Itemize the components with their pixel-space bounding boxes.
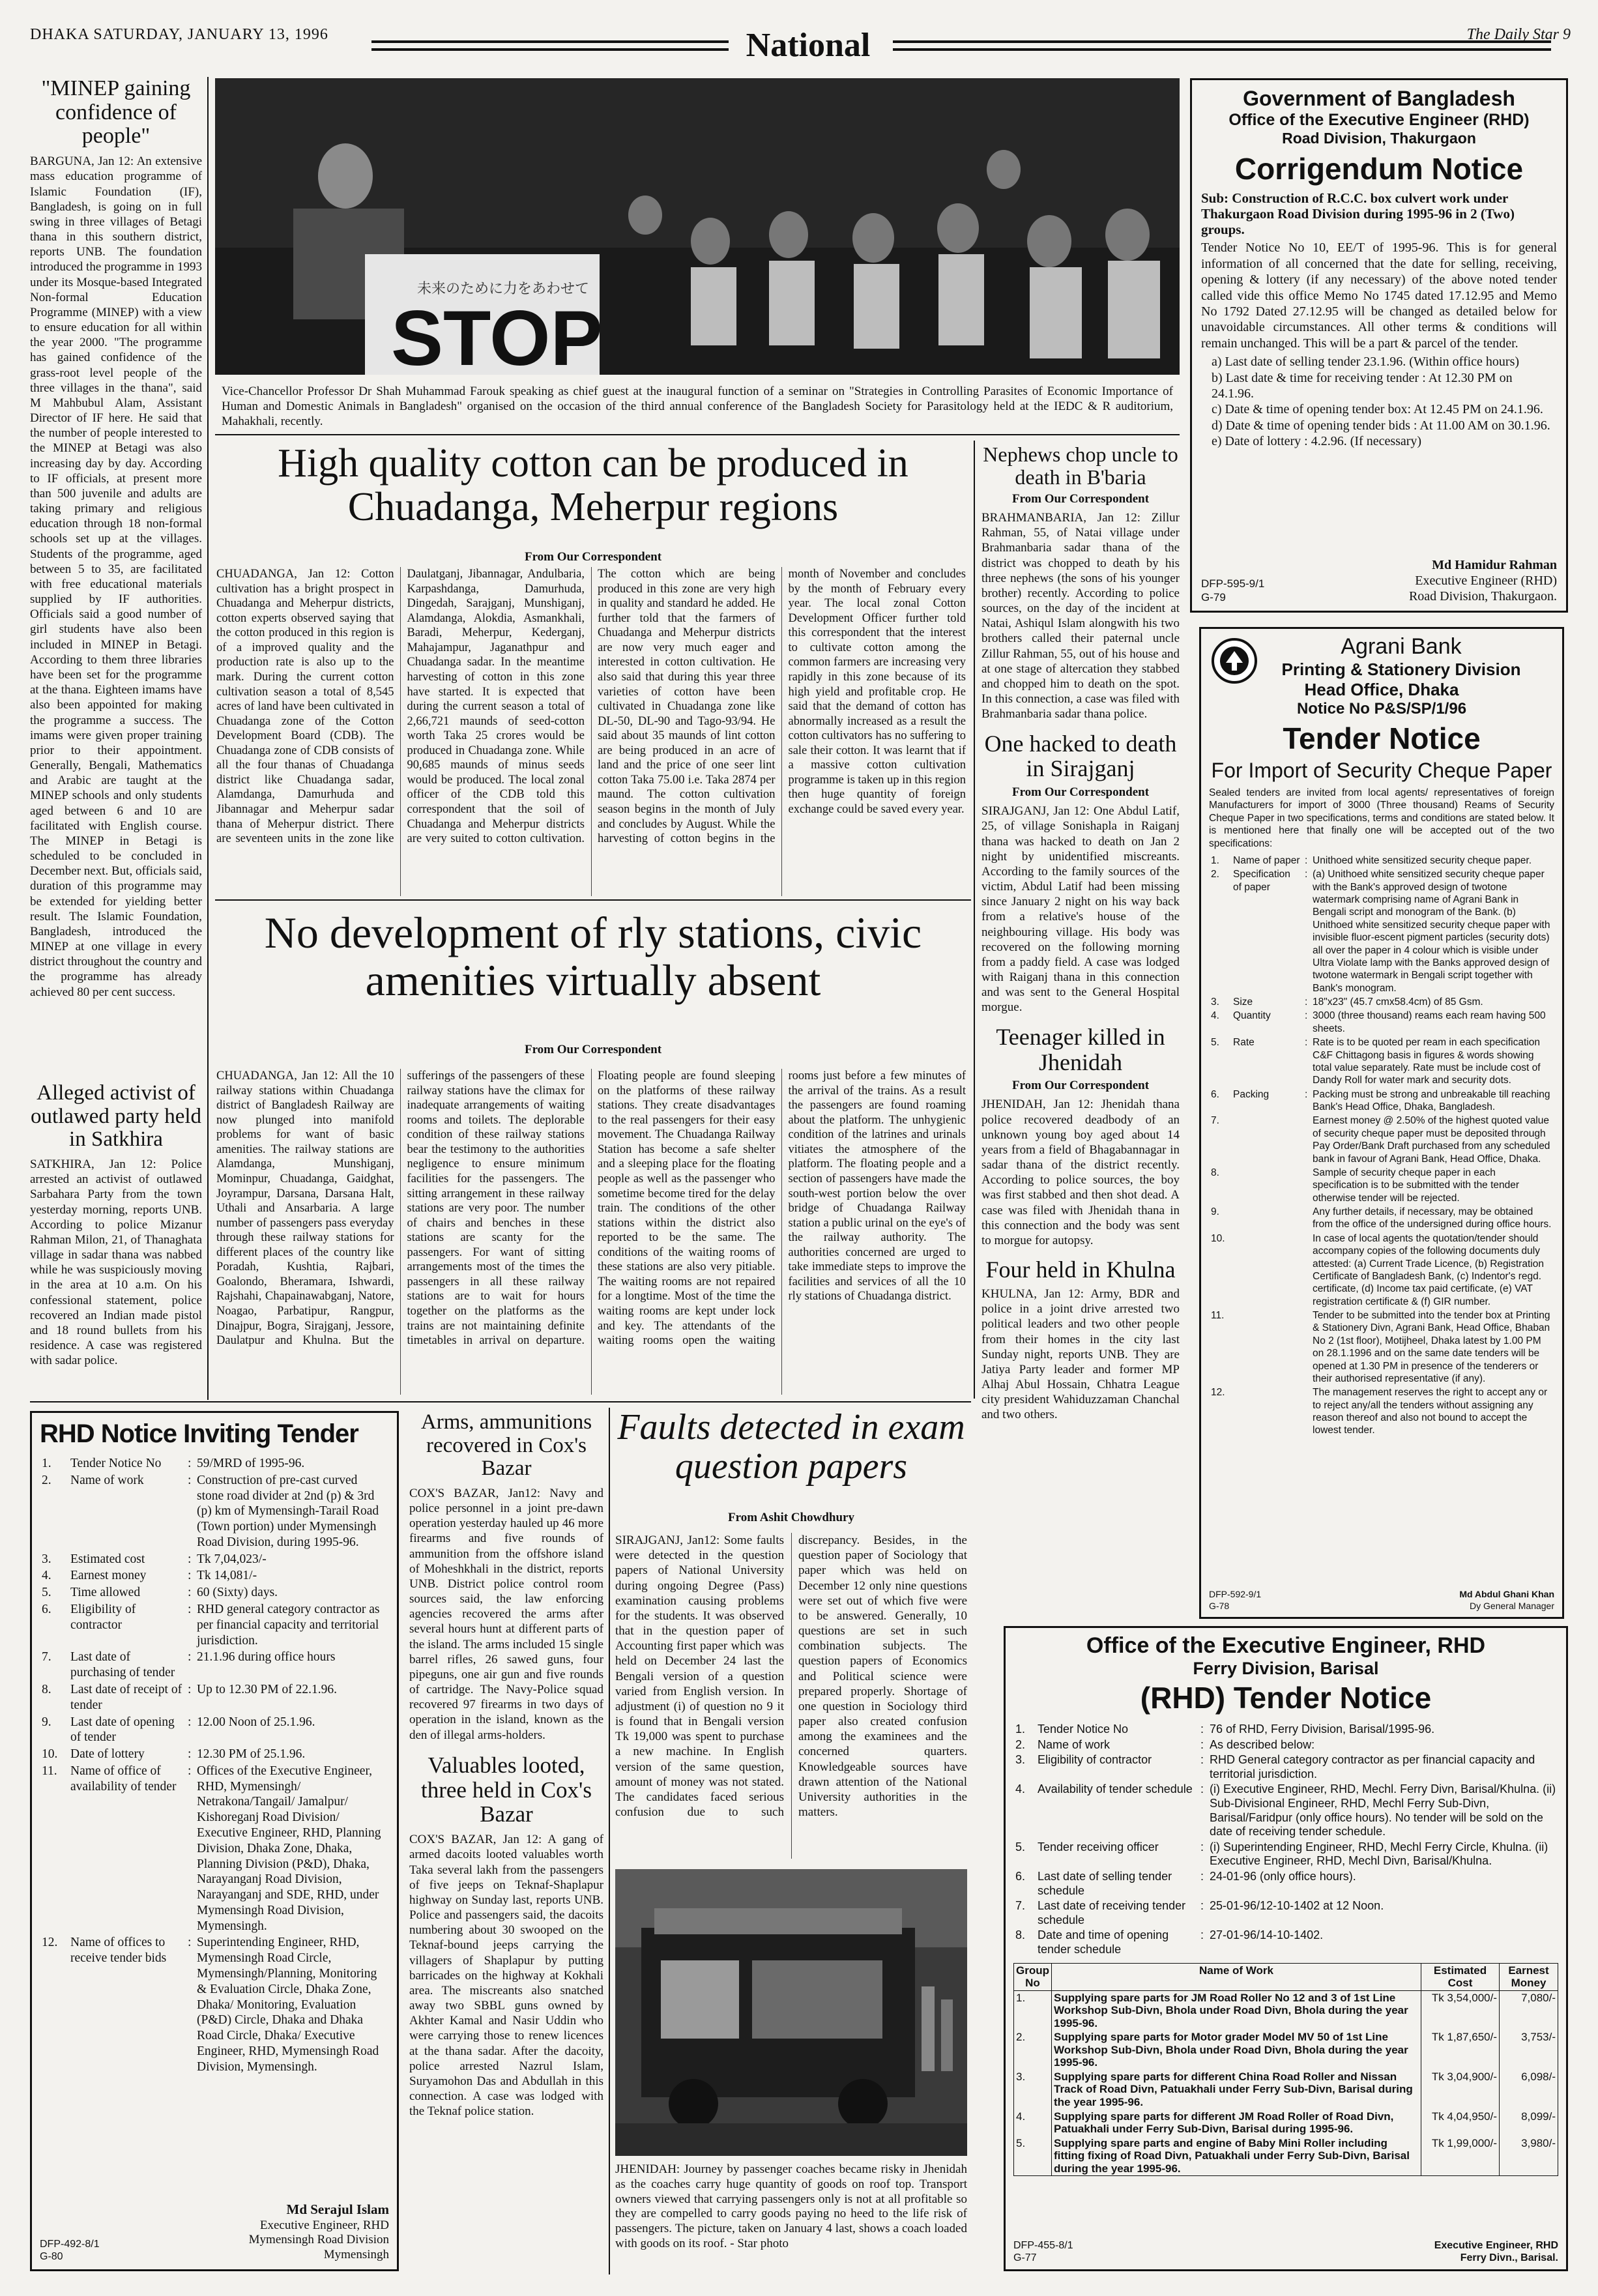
agrani-sig-name: Md Abdul Ghani Khan [1459,1589,1554,1599]
ferry-table [1013,1722,1558,1958]
table-cell: 3000 (three thousand) reams each ream having 500 sheets. [1313,1010,1546,1034]
headline-hacked: One hacked to death in Sirajganj [984,730,1177,782]
byline-faults: From Ashit Chowdhury [728,1511,854,1524]
table-cell: Rate is to be quoted per ream in each specification C&F Chittagong basis in figures & words showing total value separately. Rate must be include cost of Dandy Roll for water mark and security dots. [1313,1037,1541,1086]
corr-sig-office: Road Division, Thakurgaon. [1408,589,1557,603]
table-cell: : [188,1747,192,1762]
headline-valuables: Valuables looted, three held in Cox's Bazar [421,1752,592,1827]
section-title: National [746,27,871,64]
table-cell: 5. [1016,2136,1026,2149]
table-row [1209,1205,1554,1232]
story-arms: COX'S BAZAR, Jan12: Navy and police personnel in a joint pre-dawn operation yesterday hauled up 46 more firearms and five rounds of ammunition from the offshore island of Moheshkhali in the district, reports UNB. District police control room sources said, the law enforcing agencies recovered the arms after several hours hunt at different parts of the island. The arms included 15 single barrel rifles, 26 sawed guns, four pipeguns, one air gun and five rounds of cartridge. The Navy-Police squad recovered 97 firearms in two days of operation in the island, known as the den of illegal arms-holders. [409,1486,603,1742]
story-rly: CHUADANGA, Jan 12: All the 10 railway stations within Chuadanga district of Bangladesh Railway are now plunged into manifold problems for want of basic amenities. The railway stations are Alamdanga, Munshiganj, Mominpur, Chuadanga, Gaidghat, Joyrampur, Darsana, Darsana Halt, Uthali and Ansarbaria. A large number of passengers pass everyday through these railway stations for different places of the country like Poradah, Kushtia, Rajbari, Goalondo, Bheramara, Ishwardi, Rajshahi, Chapainawabganj, Natore, Noagao, Parbatipur, Rangpur, Dinajpur, Bogra, Sirajganj, Jessore, Daulatpur and Khulna. But the sufferings of the passengers of these railway stations have the climax for inadequate arrangements of waiting rooms and toilets. The deplorable condition of these railway stations bear the testimony to the authorities negligence to ensure minimum facilities for the passengers. The sitting arrangement in these railway stations are very poor. The number of chairs and benches in these stations are scanty for the passengers. For want of sitting arrangements most of the times the passengers in all these railway stations are to wait for hours together on the platforms as the trains are not maintaining definite timetables in arrival on departure. Floating people are found sleeping on the platforms of these railway stations. They create disadvantages to the real passengers for their easy movement. The Chuadanga Railway Station has become a safe shelter and a sleeping place for the floating people as well as the passenger who sometime become tired for the delay train. The conditions of the other stations within the district also reported to be the same. The conditions of the waiting rooms of these stations are also very pitiable. The waiting rooms are not repaired for a longtime. Most of the time the waiting rooms are kept under lock and key. The attendants of the waiting rooms open the waiting rooms just before a few minutes of the arrival of the trains. As a result the passengers are found roaming about the platform. The unhygienic condition of the latrines and urinals vitiates the atmosphere of the platform. The floating people and a section of passengers have made the south-west portion below the over bridge of Chuadanga Railway station a public urinal on the eye's of the railway authority. The authorities concerned are urged to take immediate steps to improve the facilities and services of all the 10 rly stations of Chuadanga district. [216,1069,966,1348]
column-left [30,77,202,1393]
table-cell: : [1305,996,1308,1008]
headline-teenager: Teenager killed in Jhenidah [996,1023,1165,1075]
table-cell: 5. [1211,1037,1219,1049]
photo-seminar-art [215,78,1180,375]
table-cell: 6. [42,1603,51,1617]
ad-rhd-mymensingh-title: RHD Notice Inviting Tender [40,1419,358,1448]
table-cell: Name of paper [1233,854,1300,866]
table-cell: 12. [1211,1387,1225,1399]
table-cell: 21.1.96 during office hours [197,1650,336,1664]
agrani-ref-2: G-78 [1209,1600,1230,1611]
table-cell: 3. [1015,1753,1026,1767]
table-cell: Tender Notice No [1038,1722,1129,1736]
table-cell: 27-01-96/14-10-1402. [1210,1928,1324,1942]
headline-faults: Faults detected in exam question papers [617,1407,965,1487]
ferry-l2: Ferry Division, Barisal [1193,1659,1379,1678]
story-cotton: CHUADANGA, Jan 12: Cotton cultivation has a bright prospect in Chuadanga and Meherpur districts, cotton experts observed saying that the cotton produced in this region is of a improved quality and the production rate is also up to the mark. During the current cotton cultivation season a total of 8,545 acres of land have been cultivated in Chuadanga zone of the Cotton Development Board (CDB). The Chuadanga zone of CDB consists of all the four thanas of Chuadanga district like Chuadanga sadar, Alamdanga, Damurhuda and Jibannagar and Meherpur sadar thana of Meherpur district. There are seventeen units in the zone like Daulatganj, Jibannagar, Andulbaria, Karpashdanga, Damurhuda, Dingedah, Sarajganj, Munshiganj, Alamdanga, Alokdia, Asmankhali, Baradi, Meherpur, Kederganj, Mahajampur, Jaganathpur and Chuadanga sadar. In the meantime harvesting of cotton in this zone have started. It is expected that during the current season a total of 2,66,721 maunds of seed-cotton worth Taka 25 crores would be produced in Chuadanga zone. While 90,685 maunds of minus seeds would be produced. The local zonal officer of the CDB told this correspondent that the soil of Chuadanga and Meherpur districts are very suited to cotton cultivation. The cotton which are being produced in this zone are very high in quality and standard he added. He further told that the farmers of Chuadanga and Meherpur districts are now very much eager and interested in cotton cultivation. He also said that during this year three varieties of cotton have been cultivated in Chuadanga zone like DL-50, DL-90 and Tago-93/94. He said about 35 maunds of lint cotton are being produced in an acre of land and the price of one seer lint cotton Taka 75.00 i.e. Taka 2874 per maund. The cotton cultivation season begins in the month of July and concludes by August. While the harvesting of cotton begins in the month of November and concludes by the month of February every year. The local zonal Cotton Development Officer further told this correspondent that the interest to cultivate cotton among the common farmers are increasing very rapidly in this zone because of its high yield and profitable crop. He said that the demand of cotton has abnormally increased as a result the cotton cultivators has no suffering to sale their cotton. It was learnt that if a massive cotton cultivation programme is taken up in this region then huge quantity of foreign exchange could be saved every year. [216,568,966,846]
table-cell: 3. [42,1552,51,1566]
corr-l3: Road Division, Thakurgaon [1282,130,1476,147]
corr-title: Corrigendum Notice [1234,152,1524,186]
table-cell: : [188,1715,192,1729]
corr-ref-code: DFP-595-9/1 [1201,577,1265,590]
table-row [40,1584,389,1601]
table-cell: Name of office of availability of tender [70,1764,177,1794]
table-cell [1231,1166,1303,1205]
table-cell: : [1305,1088,1308,1100]
table-cell [1231,1205,1303,1232]
table-row [1014,2136,1558,2176]
table-row [1209,1036,1554,1088]
table-cell: As described below: [1210,1737,1315,1751]
table-cell: : [1200,1722,1204,1736]
ferry-footer [1013,2239,1558,2264]
table-cell: Eligibility of contractor [70,1603,136,1632]
masthead-rule-left [371,40,729,51]
table-cell: 5. [1015,1840,1026,1853]
table-row [1209,1114,1554,1166]
table-cell: 1. [1016,1991,1026,2004]
table-header-cell: Group No [1014,1963,1052,1990]
sig-office: Mymensingh Road Division [248,2233,389,2247]
byline-nephews: From Our Correspondent [1011,492,1150,506]
table-row [1013,1752,1558,1782]
table-cell: (i) Executive Engineer, RHD, Mechl. Ferry Divn, Barisal/Khulna. (ii) Sub-Divisional Engineer, RHD, Mechl Ferry Sub-Divn, Barisal/Faridpur (only office hours). No tender will be sold on the date of receiving tender schedule. [1210,1782,1556,1838]
table-cell: Earnest money [70,1569,147,1583]
table-cell: : [1200,1899,1204,1913]
table-cell: Earnest money @ 2.50% of the highest quoted value of security cheque paper must be deposited through Pay Order/Bank Draft purchased from any scheduled bank in favour of Agrani Bank, Head Office, Dhaka. [1313,1115,1550,1165]
table-cell: : [188,1552,192,1566]
corr-items [1201,354,1557,449]
agrani-intro: Sealed tenders are invited from local agents/ representatives of foreign Manufacturers for import of 3000 (Three thousand) Reams of Security Cheque Paper in two specifications, terms and conditions are stated below. It is mentioned here that finally one will be accepted out of the two specifications: [1209,787,1554,849]
photo-seminar [215,78,1180,375]
table-cell [1303,1386,1311,1438]
table-cell: 9. [1211,1206,1219,1217]
table-cell: : [188,1457,192,1470]
table-cell [1231,1309,1303,1386]
table-cell: Last date of opening of tender [70,1715,175,1745]
table-row [40,1934,389,2075]
table-cell: Offices of the Executive Engineer, RHD, Mymensingh/ Netrakona/Tangail/ Jamalpur/ Kishoreganj Road Division/ Executive Engineer, RHD, Planning Division, Dhaka Zone, Dhaka, Planning Division (P&D), Dhaka, Narayanganj Road Division, Narayanganj and SDE, RHD, under Mymensingh Road Division, Mymensingh. [197,1764,381,1933]
table-cell: : [188,1586,192,1600]
masthead-date: DHAKA SATURDAY, JANUARY 13, 1996 [30,26,328,43]
table-cell: Size [1233,996,1253,1008]
table-cell: 8. [42,1682,51,1696]
table-row [40,1681,389,1714]
table-cell: : [1305,869,1308,880]
table-cell: Tender to be submitted into the tender box at Printing & Stationery Divn, Agrani Bank, Head Office, Bhaban No 2 (1st floor), Motijheel, Dhaka latest by 1.00 PM on 28.1.1996 and on the same date tenders will be opened at 1.30 PM in presence of the tenderers or their authorised representative (if any). [1313,1310,1550,1384]
corr-body: Tender Notice No 10, EE/T of 1995-96. This is for general information of all concerned that the date for selling, receiving, opening & lottery (if any necessary) of the above noted tender called vide this office Memo No 1745 dated 17.12.95 and Memo No 1792 Dated 27.12.95 will be changed as detailed below for unavoidable circumstances. All other terms & conditions will remain unchanged. This will be a part & parcel of the tender. [1201,240,1557,351]
table-cell: Last date of selling tender schedule [1038,1869,1172,1897]
table-cell: 76 of RHD, Ferry Division, Barisal/1995-96. [1210,1722,1435,1736]
table-cell: 3,980/- [1500,2136,1558,2176]
corr-item: a) Last date of selling tender 23.1.96. (Within office hours) [1212,355,1520,370]
ad-agrani-bank [1199,627,1564,1619]
byline-cotton: From Our Correspondent [524,550,662,564]
table-row [1209,1166,1554,1205]
agrani-sig-title: Dy General Manager [1470,1600,1554,1611]
table-cell: 2. [1016,2031,1026,2044]
table-cell: 11. [42,1764,57,1778]
table-cell [1303,1114,1311,1166]
table-cell: 8. [1211,1167,1219,1178]
table-row [1013,1782,1558,1839]
table-cell: 4. [1015,1782,1026,1796]
ad-rhd-mymensingh-ref [40,2238,100,2263]
sig-name: Md Serajul Islam [286,2202,389,2218]
rule-cotton-right [974,441,975,1399]
table-cell: Sample of security cheque paper in each specification is to be submitted with the tender otherwise tender will be rejected. [1313,1167,1520,1204]
agrani-l3: Head Office, Dhaka [1304,680,1459,699]
corr-sig-name: Md Hamidur Rahman [1432,558,1557,572]
table-cell: 24-01-96 (only office hours). [1210,1869,1356,1883]
story-khulna: KHULNA, Jan 12: Army, BDR and police in a joint drive arrested two political leaders and two other people from their homes in the city last Sunday night, reports UNB. They are Jatiya Party leader and former MP Alhaj Abul Hossain, Chhatra League city president Wahiduzzaman Chanchal and two others. [981,1287,1180,1422]
ad-ferry-tender [1004,1626,1568,2271]
seminar-banner-text: 未来のために力をあわせて [417,281,590,297]
table-cell: : [188,1650,192,1664]
corr-l2: Office of the Executive Engineer (RHD) [1228,111,1530,129]
ferry-l1: Office of the Executive Engineer, RHD [1086,1633,1486,1658]
table-cell: Last date of receipt of tender [70,1682,182,1712]
table-cell: Tk 3,04,900/- [1421,2070,1500,2110]
table-row [1013,1722,1558,1737]
rule-under-photo1 [215,434,1180,435]
table-cell: 10. [1211,1232,1225,1244]
table-cell: Tender receiving officer [1038,1840,1159,1853]
table-row [40,1601,389,1649]
table-row [40,1567,389,1584]
table-cell: 4. [1016,2110,1026,2123]
byline-hacked: From Our Correspondent [1011,785,1150,800]
table-row [1013,1840,1558,1869]
table-cell: RHD general category contractor as per financial capacity and territorial jurisdiction. [197,1603,380,1648]
sig-place: Mymensingh [323,2248,389,2262]
table-cell: Specification of paper [1233,869,1290,893]
table-cell: Unithoed white sensitized security cheque paper. [1313,854,1532,866]
table-cell: 18"x23" (45.7 cmx58.4cm) of 85 Gsm. [1313,996,1483,1008]
table-row [1014,2030,1558,2070]
table-cell: Estimated cost [70,1552,145,1566]
table-header-cell: Earnest Money [1500,1963,1558,1990]
table-cell: : [1200,1869,1204,1883]
caption-seminar: Vice-Chancellor Professor Dr Shah Muhammad Farouk speaking as chief guest at the inaugural function of a seminar on "Strategies in Controlling Parasites of Economic Importance of Human and Domestic Animals in Bangladesh" organised on the occasion of the third annual conference of the Bangladesh Society for Parasitology held at the IEDC & R auditorium, Mahakhali, recently. [222,385,1173,428]
ad-rhd-mymensingh-table [40,1455,389,2075]
table-cell: Eligibility of contractor [1038,1753,1152,1767]
table-cell: Supplying spare parts for different JM Road Roller of Road Divn, Patuakhali under Ferry Sub-Divn, Barisal during 1995-96. [1052,2110,1421,2136]
table-cell: Tk 1,87,650/- [1421,2030,1500,2070]
table-cell: 59/MRD of 1995-96. [197,1457,305,1470]
ferry-ref-2: G-77 [1013,2252,1037,2263]
ferry-sig-office: Ferry Divn., Barisal. [1460,2252,1558,2263]
masthead-rule-right [893,40,1551,51]
table-cell: 7. [1211,1115,1219,1127]
table-row [1209,1309,1554,1386]
table-cell: 12.30 PM of 25.1.96. [197,1747,306,1762]
ad-rhd-mymensingh [30,1411,399,2271]
table-cell: The management reserves the right to accept any or to reject any/all the tenders without assigning any reason thereof and also not bound to accept the lowest tender. [1313,1387,1548,1436]
table-row [40,1649,389,1681]
table-cell: : [188,1569,192,1583]
table-cell: : [188,1603,192,1617]
table-cell: : [1305,1010,1308,1022]
table-cell: : [1305,1037,1308,1049]
table-cell: : [1200,1753,1204,1767]
table-cell: 2. [42,1473,51,1487]
table-row [1013,1737,1558,1753]
corr-signature [1409,557,1557,604]
table-cell [1303,1205,1311,1232]
table-cell: 7. [42,1650,51,1664]
ferry-sig-title: Executive Engineer, RHD [1434,2239,1558,2251]
headline-rly: No development of rly stations, civic amenities virtually absent [264,908,922,1006]
table-cell: Any further details, if necessary, may be obtained from the office of the undersigned during office hours. [1313,1206,1552,1230]
table-cell: 3. [1016,2070,1026,2083]
rule-coxs-right [609,1408,610,2274]
table-cell: Availability of tender schedule [1038,1782,1193,1796]
table-cell: : [1200,1928,1204,1942]
corr-l1: Government of Bangladesh [1243,87,1515,110]
table-cell: Tk 7,04,023/- [197,1552,267,1566]
rule-col1 [207,77,209,1400]
table-cell: Tk 3,54,000/- [1421,1990,1500,2030]
table-cell: Superintending Engineer, RHD, Mymensingh Road Circle, Mymensingh/Planning, Monitoring & Evaluation Circle, Dhaka Zone, Dhaka/ Monitoring, Evaluation (P&D) Circle, Dhaka and Dhaka Road Circle, Dhaka/ Executive Engineer, RHD, Mymensingh Road Division, Mymensingh. [197,1936,379,2074]
headline-khulna: Four held in Khulna [985,1257,1176,1283]
table-row [1013,1928,1558,1957]
table-cell: Date and time of opening tender schedule [1038,1928,1169,1956]
table-row [1013,1898,1558,1928]
table-cell: Supplying spare parts for JM Road Roller No 12 and 3 of 1st Line Workshop Sub-Divn, Bhola under Road Divn, Bhola during the year 1995-96. [1052,1990,1421,2030]
agrani-l1: Agrani Bank [1341,634,1462,659]
table-cell: Supplying spare parts and engine of Baby Mini Roller including fitting fixing of Road Divn, Patuakhali under Ferry Sub-Divn, Barisal during the year 1995-96. [1052,2136,1421,2176]
table-cell [1231,1114,1303,1166]
ref-code-2: G-80 [40,2250,63,2262]
table-row [1209,1009,1554,1036]
ad-rhd-mymensingh-signature [249,2202,389,2263]
table-cell: (i) Superintending Engineer, RHD, Mechl Ferry Circle, Khulna. (ii) Executive Engineer, RHD, Mechl Divn, Barisal/Khulna. [1210,1840,1548,1868]
table-cell: Up to 12.30 PM of 22.1.96. [197,1682,338,1696]
ferry-works-table [1013,1963,1558,2177]
rule-under-rly [30,1401,971,1402]
table-cell: Supplying spare parts for different China Road Roller and Nissan Track of Road Divn, Patuakhali under Ferry Sub-Divn, Barisal during the year 1995-96. [1052,2070,1421,2110]
table-cell: 4. [1211,1010,1219,1022]
story-minep: BARGUNA, Jan 12: An extensive mass education programme of Islamic Foundation (IF), Bangladesh, is going on in full swing in three villages of Betagi thana in this southern district, reports UNB. The foundation introduced the programme in 1993 under its Mosque-based Integrated Non-formal Education Programme (MINEP) with a view to ensure education for all within the year 2000. "The programme has gained confidence of the grass-root level people of the three villages in the thana", said M Mahbubul Alam, Assistant Director of IF here. He said that the number of people interested to the MINEP at Betagi was also increasing day by day. According to IF officials, at present more than 500 juvenile and adults are taking primary and religious education through 18 non-formal schools set up at the villages. Students of the programme, aged between 5 to 35, are facilitated with free educational materials supplied by IF authorities. Officials said a good number of girl students have also been included in MINEP in Betagi. According to them three libraries have been set for the programme at the thana. Eighteen imams have also been appointed for making the programme a success. The imams were given proper training prior to their appointment. Generally, Bengali, Mathematics and Arabic are taught at the MINEP schools and only students aged between 6 and 10 are facilitated with English course. The MINEP in Betagi is scheduled to be concluded in December next. But, officials said, duration of this programme may be extended for yielding better result. The Islamic Foundation, Bangladesh, introduced the MINEP at one village in every district throughout the country and the programme has already achieved 80 per cent success. [30,154,202,999]
headline-cotton: High quality cotton can be produced in Chuadanga, Meherpur regions [278,441,908,529]
table-row [1209,1386,1554,1438]
table-cell: Last date of purchasing of tender [70,1650,175,1680]
corr-ref-code-2: G-79 [1201,590,1226,603]
story-satkhira: SATKHIRA, Jan 12: Police arrested an activist of outlawed Sarbahara Party from the town yesterday morning, reports UNB. According to police Mizanur Rahman Milon, 21, of Thanaghata village in sadar thana was nabbed while he was suspiciously moving in the area at 10 a.m. On his confessional statement, police recovered an Indian made pistol and 18 round bullets from his residence. A case was registered with sadar police. [30,1157,202,1368]
photo-coach-art [615,1869,967,2156]
ferry-title: (RHD) Tender Notice [1140,1681,1432,1715]
headline-satkhira: Alleged activist of outlawed party held in Satkhira [30,1081,202,1152]
corr-item: e) Date of lottery : 4.2.96. (If necessary) [1212,434,1422,449]
corr-subject: Sub: Construction of R.C.C. box culvert work under Thakurgaon Road Division during 1995-96 in 2 (Two) groups. [1201,190,1515,238]
table-row [1014,1990,1558,2030]
page-number: The Daily Star 9 [1466,26,1571,43]
table-cell: 5. [42,1586,51,1600]
headline-minep: "MINEP gaining confidence of people" [41,77,191,149]
table-cell: 8,099/- [1500,2110,1558,2136]
table-cell: : [188,1682,192,1696]
corr-item: b) Last date & time for receiving tender : At 12.30 PM on 24.1.96. [1212,370,1513,401]
table-header-cell: Estimated Cost [1421,1963,1500,1990]
table-cell: 3. [1211,996,1219,1008]
corr-item: c) Date & time of opening tender box: At 12.45 PM on 24.1.96. [1212,402,1543,417]
story-valuables: COX'S BAZAR, Jan 12: A gang of armed dacoits looted valuables worth Taka several lakh from the passengers of five jeeps on Teknaf-Shaplapur highway on Sunday last, reports UNB. Police and passengers said, the dacoits numbering about 30 swooped on the Teknaf-bound jeeps carrying the villagers of Shaplapur by putting barricades on the highway at Kokhali area. The miscreants also snatched away two SBBL guns owned by Akhter Kamal and Nasir Uddin who were carrying those to renew licences at the thana sadar. After the dacoity, police arrested Nazrul Islam, Suryamohon Das and Abdullah in this connection. A case was lodged with the Teknaf police station. [409,1833,603,2119]
table-cell: : [188,1764,192,1778]
table-cell: : [188,1473,192,1487]
agrani-ref: DFP-592-9/1 [1209,1589,1262,1599]
table-cell: 7,080/- [1500,1990,1558,2030]
byline-teenager: From Our Correspondent [1011,1079,1150,1093]
svg-text:STOP: STOP [391,295,603,375]
table-cell: 2. [1211,869,1219,880]
table-cell: Packing must be strong and unbreakable till reaching Bank's Head Office, Dhaka, Bangladesh. [1313,1088,1550,1112]
table-cell: Name of work [1038,1737,1111,1751]
table-cell: Packing [1233,1088,1270,1100]
table-cell: 12.00 Noon of 25.1.96. [197,1715,315,1729]
agrani-l2: Printing & Stationery Division [1281,660,1521,679]
agrani-footer [1209,1589,1554,1612]
table-header-row [1014,1963,1558,1990]
story-faults: SIRAJGANJ, Jan12: Some faults were detected in the question papers of National University during ongoing Degree (Pass) examination causing problems for the students. It was observed that in the question paper of Accounting first paper which was held on December 24 last the Bengali version of a question varied from English version. In adjustment (i) of question no 9 it is found that in Bengali version Tk 19,000 was spent to purchase a new machine. In English version of the same question, amount of money was not stated. The candidates faced serious confusion due to such discrepancy. Besides, in the question paper of Sociology that paper which was held on December 12 only nine questions were set out of which five were to be answered. Generally, 10 questions are set in such combination subjects. The question papers of Economics and Political science were prepared properly. Shortage of one question in Sociology third paper also created confusion among the examinees and the concerned quarters. Knowledgeable sources have drawn attention of the National University authorities in the matters. [615,1533,967,1820]
table-cell [1303,1232,1311,1309]
table-row [1014,2110,1558,2136]
table-cell: Tk 4,04,950/- [1421,2110,1500,2136]
table-row [1209,867,1554,995]
table-cell: 1. [42,1457,51,1470]
table-cell: Tender Notice No [70,1457,162,1470]
table-header-cell: Name of Work [1052,1963,1421,1990]
table-row [40,1714,389,1747]
table-cell: 6. [1211,1088,1219,1100]
table-cell: 25-01-96/12-10-1402 at 12 Noon. [1210,1899,1384,1913]
agrani-table [1209,854,1554,1438]
table-cell: 7. [1015,1899,1026,1913]
table-cell: : [1200,1840,1204,1853]
table-cell: Rate [1233,1037,1255,1049]
table-cell: 2. [1015,1737,1026,1751]
table-cell [1303,1309,1311,1386]
table-cell: Name of work [70,1473,144,1487]
table-row [1209,995,1554,1009]
table-cell: : [188,1936,192,1950]
table-cell: 4. [42,1569,51,1583]
table-row [40,1472,389,1551]
story-hacked: SIRAJGANJ, Jan 12: One Abdul Latif, 25, of village Sonishapla in Raiganj thana was hacked to death on Jan 2 night by unidentified miscreants. According to the family sources of the victim, Abdul Latif had been missing since January 2 night on his way back from a relative's house of the neighbouring village. His body was recovered on the following morning from a paddy field. A case was lodged with Raiganj thana in this connection and was sent to the General Hospital morgue. [981,804,1180,1015]
table-cell: 6. [1015,1869,1026,1883]
column-coxs-bazar [409,1411,603,2278]
column-briefs [981,443,1180,1616]
table-cell: : [1200,1737,1204,1751]
table-cell: 9. [42,1715,51,1729]
sig-title: Executive Engineer, RHD [259,2218,389,2232]
table-cell: In case of local agents the quotation/tender should accompany copies of the following documents duly attested: (a) Current Trade Licence, (b) Registration Certificate of Bangladesh Bank, (c) Indentor's regd. certificate, (d) Income tax paid certificate, (e) VAT registration certificate & (f) GIR number. [1313,1232,1544,1307]
table-cell: 3,753/- [1500,2030,1558,2070]
table-cell: 60 (Sixty) days. [197,1586,278,1600]
table-cell: 10. [42,1747,58,1762]
table-cell: : [1200,1782,1204,1796]
table-cell: RHD General category contractor as per financial capacity and territorial jurisdiction. [1210,1753,1535,1780]
photo-coach [615,1869,967,2156]
table-cell: 8. [1015,1928,1026,1942]
agrani-l4: Notice No P&S/SP/1/96 [1296,700,1467,718]
ref-code: DFP-492-8/1 [40,2238,100,2250]
table-cell [1231,1386,1303,1438]
table-cell: : [1305,854,1308,866]
table-cell: 6,098/- [1500,2070,1558,2110]
agrani-subtitle: For Import of Security Cheque Paper [1211,759,1552,782]
table-cell [1231,1232,1303,1309]
table-cell: Quantity [1233,1010,1271,1022]
table-cell: Supplying spare parts for Motor grader Model MV 50 of 1st Line Workshop Sub-Divn, Bhola under Road Divn, Bhola during the year 1995-96. [1052,2030,1421,2070]
agrani-logo-icon [1214,641,1255,681]
rule-under-cotton [215,899,971,901]
story-teenager: JHENIDAH, Jan 12: Jhenidah thana police recovered deadbody of an unknown young boy aged about 14 years from a field of Bhagabannagar in sadar thana of the district recently. According to police sources, the boy was first stabbed and then shot dead. A case was filed with Jhenidah thana in this connection and the body was sent to morgue for autopsy. [981,1097,1180,1247]
table-cell: Tk 1,99,000/- [1421,2136,1500,2176]
table-cell [1303,1166,1311,1205]
corr-item: d) Date & time of opening tender bids : At 11.00 AM on 30.1.96. [1212,418,1550,433]
table-cell: 11. [1211,1310,1225,1321]
ferry-ref: DFP-455-8/1 [1013,2239,1073,2251]
table-row [1014,2070,1558,2110]
table-cell: (a) Unithoed white sensitized security cheque paper with the Bank's approved design of twotone watermark comprising name of Agrani Bank in Bengali script and monogram of the Bank. (b) Unithoed white sensitized security cheque paper with invisible fluor-escent pigment particles (security dots) all over the paper in 4 colour which is visible under Ultra Violate lamp with the Banks approved design of twotone watermark in Bengali script together with Bank's monogram. [1313,869,1550,994]
agrani-logo [1212,638,1257,684]
agrani-title: Tender Notice [1283,721,1481,755]
table-cell: 1. [1211,854,1219,866]
caption-coach: JHENIDAH: Journey by passenger coaches became risky in Jhenidah as the coaches carry huge quantity of goods on roof top. Transport owners viewed that carrying passengers only is not at all profitable so they are compelled to carry goods paying no heed to the life risk of passengers. The picture, taken on January 4 last, shows a coach loaded with goods on its roof. - Star photo [615,2162,967,2250]
table-cell: Time allowed [70,1586,141,1600]
table-cell: Date of lottery [70,1747,145,1762]
byline-rly: From Our Correspondent [524,1043,662,1056]
corr-ref [1201,577,1264,604]
table-cell: Construction of pre-cast curved stone road divider at 2nd (p) & 3rd (p) km of Mymensingh-Tarail Road (Town portion) under Mymensingh Road Division, during 1995-96. [197,1473,379,1549]
table-cell: Name of offices to receive tender bids [70,1936,167,1966]
table-row [40,1551,389,1568]
story-nephews: BRAHMANBARIA, Jan 12: Zillur Rahman, 55, of Natai village under Brahmanbaria sadar thana of the district was chopped to death by his three nephews (the sons of his younger brother) recently. According to police sources, on the day of the incident at Natai, Ashiqul Islam alongwith his two brothers called their paternal uncle Zillur Rahman, 55, out of his house and at one stage of altercation they stabbed and chopped him to death on the spot. In this connection, a case was filed with Brahmanbaria sadar thana police. [981,511,1180,721]
table-row [1209,854,1554,867]
table-row [40,1455,389,1472]
ad-corrigendum [1190,78,1568,613]
corr-sig-title: Executive Engineer (RHD) [1415,574,1557,588]
table-cell: 12. [42,1936,58,1950]
table-row [1209,1232,1554,1309]
table-row [40,1746,389,1763]
table-cell: Last date of receiving tender schedule [1038,1899,1186,1926]
table-row [1013,1869,1558,1898]
table-cell: Tk 14,081/- [197,1569,257,1583]
table-row [40,1763,389,1935]
headline-nephews: Nephews chop uncle to death in B'baria [983,443,1178,489]
headline-arms: Arms, ammunitions recovered in Cox's Bazar [420,1411,592,1481]
table-row [1209,1088,1554,1114]
table-cell: 1. [1015,1722,1026,1736]
